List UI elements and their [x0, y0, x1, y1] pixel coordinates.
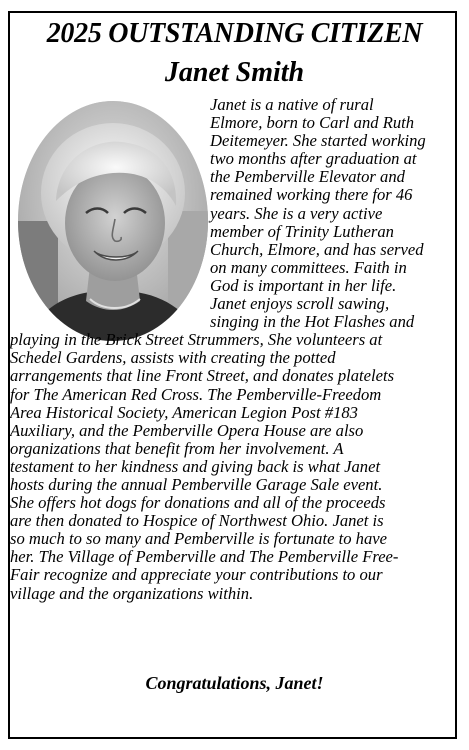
biography-line: She offers hot dogs for donations and all of the proceeds [10, 493, 386, 513]
biography-line: the Pemberville Elevator and [210, 167, 405, 187]
biography-line: God is important in her life. [210, 275, 397, 295]
biography-line: for The American Red Cross. The Pemberville-Freedom [10, 384, 382, 404]
biography-line: Janet is a native of rural [210, 95, 374, 114]
biography-line: hosts during the annual Pemberville Garage Sale event. [10, 474, 383, 494]
biography-line: member of Trinity Lutheran [210, 221, 394, 241]
biography-line: arrangements that line Front Street, and donates platelets [10, 366, 395, 386]
biography-line: on many committees. Faith in [210, 257, 407, 277]
biography-line: years. She is a very active [210, 203, 383, 223]
biography-line: are then donated to Hospice of Northwest Ohio. Janet is [10, 511, 384, 531]
headline: 2025 OUTSTANDING CITIZEN [46, 18, 423, 49]
biography-line: village and the organizations within. [10, 583, 254, 603]
honoree-name: Janet Smith [164, 57, 305, 88]
biography-line: so much to so many and Pemberville is fortunate to have [10, 529, 387, 549]
biography-line: playing in the Brick Street Strummers, She volunteers at [10, 330, 383, 350]
biography-line: two months after graduation at [210, 149, 417, 169]
biography-line: Janet enjoys scroll sawing, [210, 294, 390, 314]
biography-line: singing in the Hot Flashes and [210, 312, 415, 332]
biography-line: Schedel Gardens, assists with creating the potted [10, 348, 336, 368]
biography-line: Area Historical Society, American Legion Post #183 [10, 402, 358, 422]
biography-line: Deitemeyer. She started working [210, 131, 426, 151]
biography-line: Auxiliary, and the Pemberville Opera House are also [10, 420, 364, 440]
biography-line: testament to her kindness and giving back is what Janet [10, 456, 381, 476]
closing-message: Congratulations, Janet! [145, 673, 324, 693]
biography-line: Fair recognize and appreciate your contributions to our [10, 565, 383, 585]
biography-line: her. The Village of Pemberville and The Pemberville Free- [10, 547, 399, 567]
biography-text [10, 96, 457, 603]
biography-line: Elmore, born to Carl and Ruth [210, 113, 415, 133]
biography-line: Church, Elmore, and has served [210, 239, 424, 259]
biography-line: organizations that benefit from her involvement. A [10, 438, 344, 458]
biography-line: remained working there for 46 [210, 185, 413, 205]
